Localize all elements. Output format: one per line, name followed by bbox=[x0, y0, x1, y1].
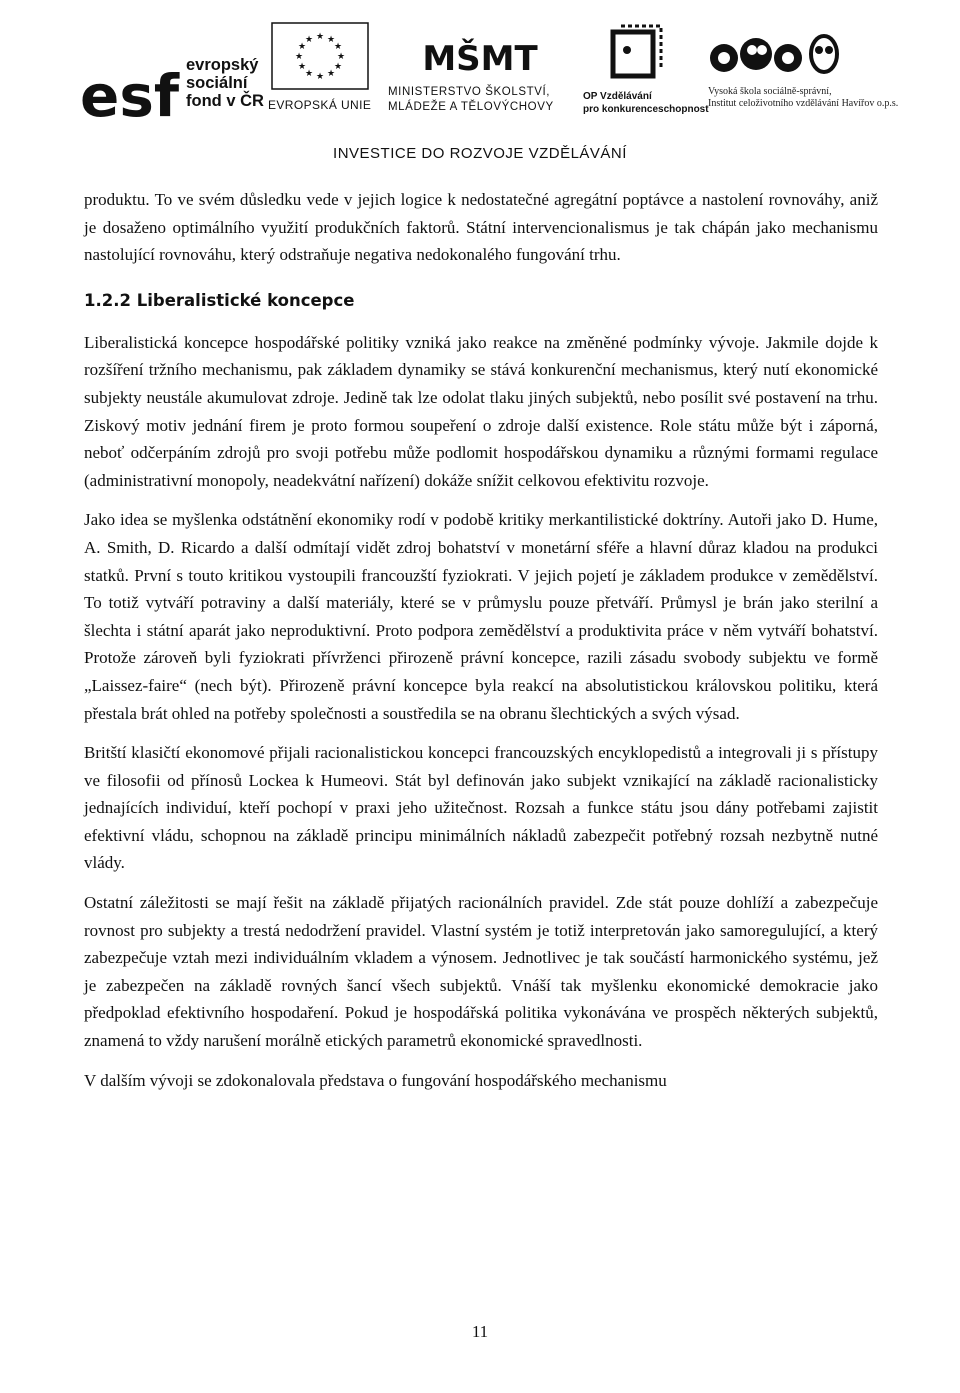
svg-text:★: ★ bbox=[315, 32, 325, 42]
svg-text:★: ★ bbox=[326, 69, 336, 79]
school-caption bbox=[708, 86, 898, 110]
msmt-logo-letters: MŠMT bbox=[422, 39, 538, 79]
esf-logo bbox=[78, 20, 180, 130]
paragraph: Ostatní záležitosti se mají řešit na základě přijatých racionálních pravidel. Zde stát pouze dohlíží a zabezpečuje rovnost pro subjekty a trestá nedodržení pravidel. Vlastní systém je totiž interpretován jako samoregulující, a který zabezpečuje vztah mezi individuálním vkladem a výnosem. Jednotlivec je tak součástí harmonického systému, jež je zabezpečen na základě rovných šancí všech subjektů. Vnáší tak myšlenku ekonomické demokracie jako předpoklad efektivního hospodaření. Pokud je hospodářská politika vykonávána ve prospěch některých subjektů, znamená to vždy narušení morálně etických parametrů ekonomické spravedlnosti. bbox=[84, 893, 878, 1051]
msmt-caption-line: MLÁDEŽE A TĚLOVÝCHOVY bbox=[388, 101, 554, 113]
paragraph: V dalším vývoji se zdokonalovala představa o fungování hospodářského mechanismu bbox=[84, 1070, 667, 1090]
esf-caption-line: fond v ČR bbox=[186, 92, 264, 110]
svg-text:★: ★ bbox=[315, 72, 325, 82]
paragraph: produktu. To ve svém důsledku vede v jejich logice k nedostatečné agregátní poptávce a nastolení rovnováhy, aniž je dosaženo optimálního využití produkčních faktorů. Státní intervencionalismus je tak chápán jako mechanismu nastolující rovnováhu, který odstraňuje negativa nedokonalého fungování trhu. bbox=[84, 190, 878, 265]
svg-text:★: ★ bbox=[304, 35, 314, 45]
svg-text:★: ★ bbox=[297, 62, 307, 72]
msmt-logo bbox=[422, 22, 538, 88]
op-caption bbox=[583, 90, 709, 116]
paragraph: Britští klasičtí ekonomové přijali racionalistickou koncepci francouzských encyklopedistů a integrovali ji s přístupy ve filosofii od přínosů Lockea k Humeovi. Stát byl definován jako subjekt vznikající na základě racionalisticky jednajících individuí, kteří pochopí v praxi jeho užitečnost. Rozsah a funkce státu jsou dány potřebami zajistit efektivní vládu, schopnou na základě principu minimálních nákladů zabezpečit potřebný rozsah nezbytně nutné vlády. bbox=[84, 743, 878, 873]
esf-caption-line: evropský bbox=[186, 56, 259, 74]
investice-banner: INVESTICE DO ROZVOJE VZDĚLÁVÁNÍ bbox=[333, 145, 627, 162]
svg-text:★: ★ bbox=[336, 52, 346, 62]
paragraph: Jako idea se myšlenka odstátnění ekonomiky rodí v podobě kritiky merkantilistické doktríny. Autoři jako D. Hume, A. Smith, D. Ricardo a další odmítají vidět zdroj bohatství v monetární sféře a hlavní důraz kladou na produkci statků. První s touto kritikou vystoupili francouzští fyziokrati. V jejich pojetí je základem produkce v zemědělství. To totiž vytváří potraviny a další materiály, které se v průmyslu pouze přetváří. Průmysl je brán jako sterilní a šlechta i státní aparát jako neproduktivní. Proto podpora zemědělství a produktivita práce v něm vytváří bohatství. Protože zároveň byli fyziokrati přívrženci přirozeně právní koncepce, razili zásadu svobody subjektu ve formě „Laissez-faire“ (nech být). Přirozeně právní koncepce byla reakcí na absolutistickou královskou politiku, která přestala brát ohled na potřeby společnosti a soustředila se na obranu šlechtických a svých výsad. bbox=[84, 510, 878, 723]
section-heading: 1.2.2 Liberalistické koncepce bbox=[84, 290, 355, 310]
paragraph: Liberalistická koncepce hospodářské politiky vzniká jako reakce na změněné podmínky vývoje. Jakmile dojde k rozšíření tržního mechanismu, pak základem dynamiky se stává konkurenční mechanismus, který nutí ekonomické subjekty neustále akumulovat zdroje. Jedině tak lze odolat tlaku jiných subjektů, nebo posílit své postavení na trhu. Ziskový motiv jednání firem je proto formou soupeření o zdroje další existence. Role státu může být i záporná, neboť odčerpáním zdrojů pro svoji potřebu může podlomit hospodářskou dynamiku a různými formami regulace (administrativní monopoly, neadekvátní nařízení) dokáže snížit celkovou efektivitu rozvoje. bbox=[84, 332, 878, 490]
svg-text:★: ★ bbox=[297, 42, 307, 52]
msmt-caption-line: MINISTERSTVO ŠKOLSTVÍ, bbox=[388, 86, 551, 98]
esf-logo-letters: esf bbox=[80, 62, 180, 130]
svg-text:★: ★ bbox=[294, 52, 304, 62]
school-caption-line: Institut celoživotního vzdělávání Havířov o.p.s. bbox=[708, 98, 899, 109]
svg-text:★: ★ bbox=[304, 69, 314, 79]
op-logo-icon bbox=[607, 20, 667, 86]
svg-text:★: ★ bbox=[333, 62, 343, 72]
svg-text:★: ★ bbox=[326, 35, 336, 45]
msmt-caption bbox=[388, 85, 554, 115]
school-logo-icon bbox=[706, 28, 856, 84]
page-header bbox=[0, 0, 960, 175]
document-body bbox=[84, 186, 878, 1106]
esf-caption bbox=[186, 56, 264, 110]
school-caption-line: Vysoká škola sociálně-správní, bbox=[708, 86, 832, 97]
op-caption-line: OP Vzdělávání bbox=[583, 91, 652, 102]
page-number: 11 bbox=[471, 1322, 489, 1341]
esf-caption-line: sociální bbox=[186, 74, 248, 92]
svg-text:★: ★ bbox=[333, 42, 343, 52]
op-caption-line: pro konkurenceschopnost bbox=[583, 104, 709, 115]
eu-caption: EVROPSKÁ UNIE bbox=[268, 98, 372, 112]
eu-flag-icon bbox=[271, 22, 369, 90]
